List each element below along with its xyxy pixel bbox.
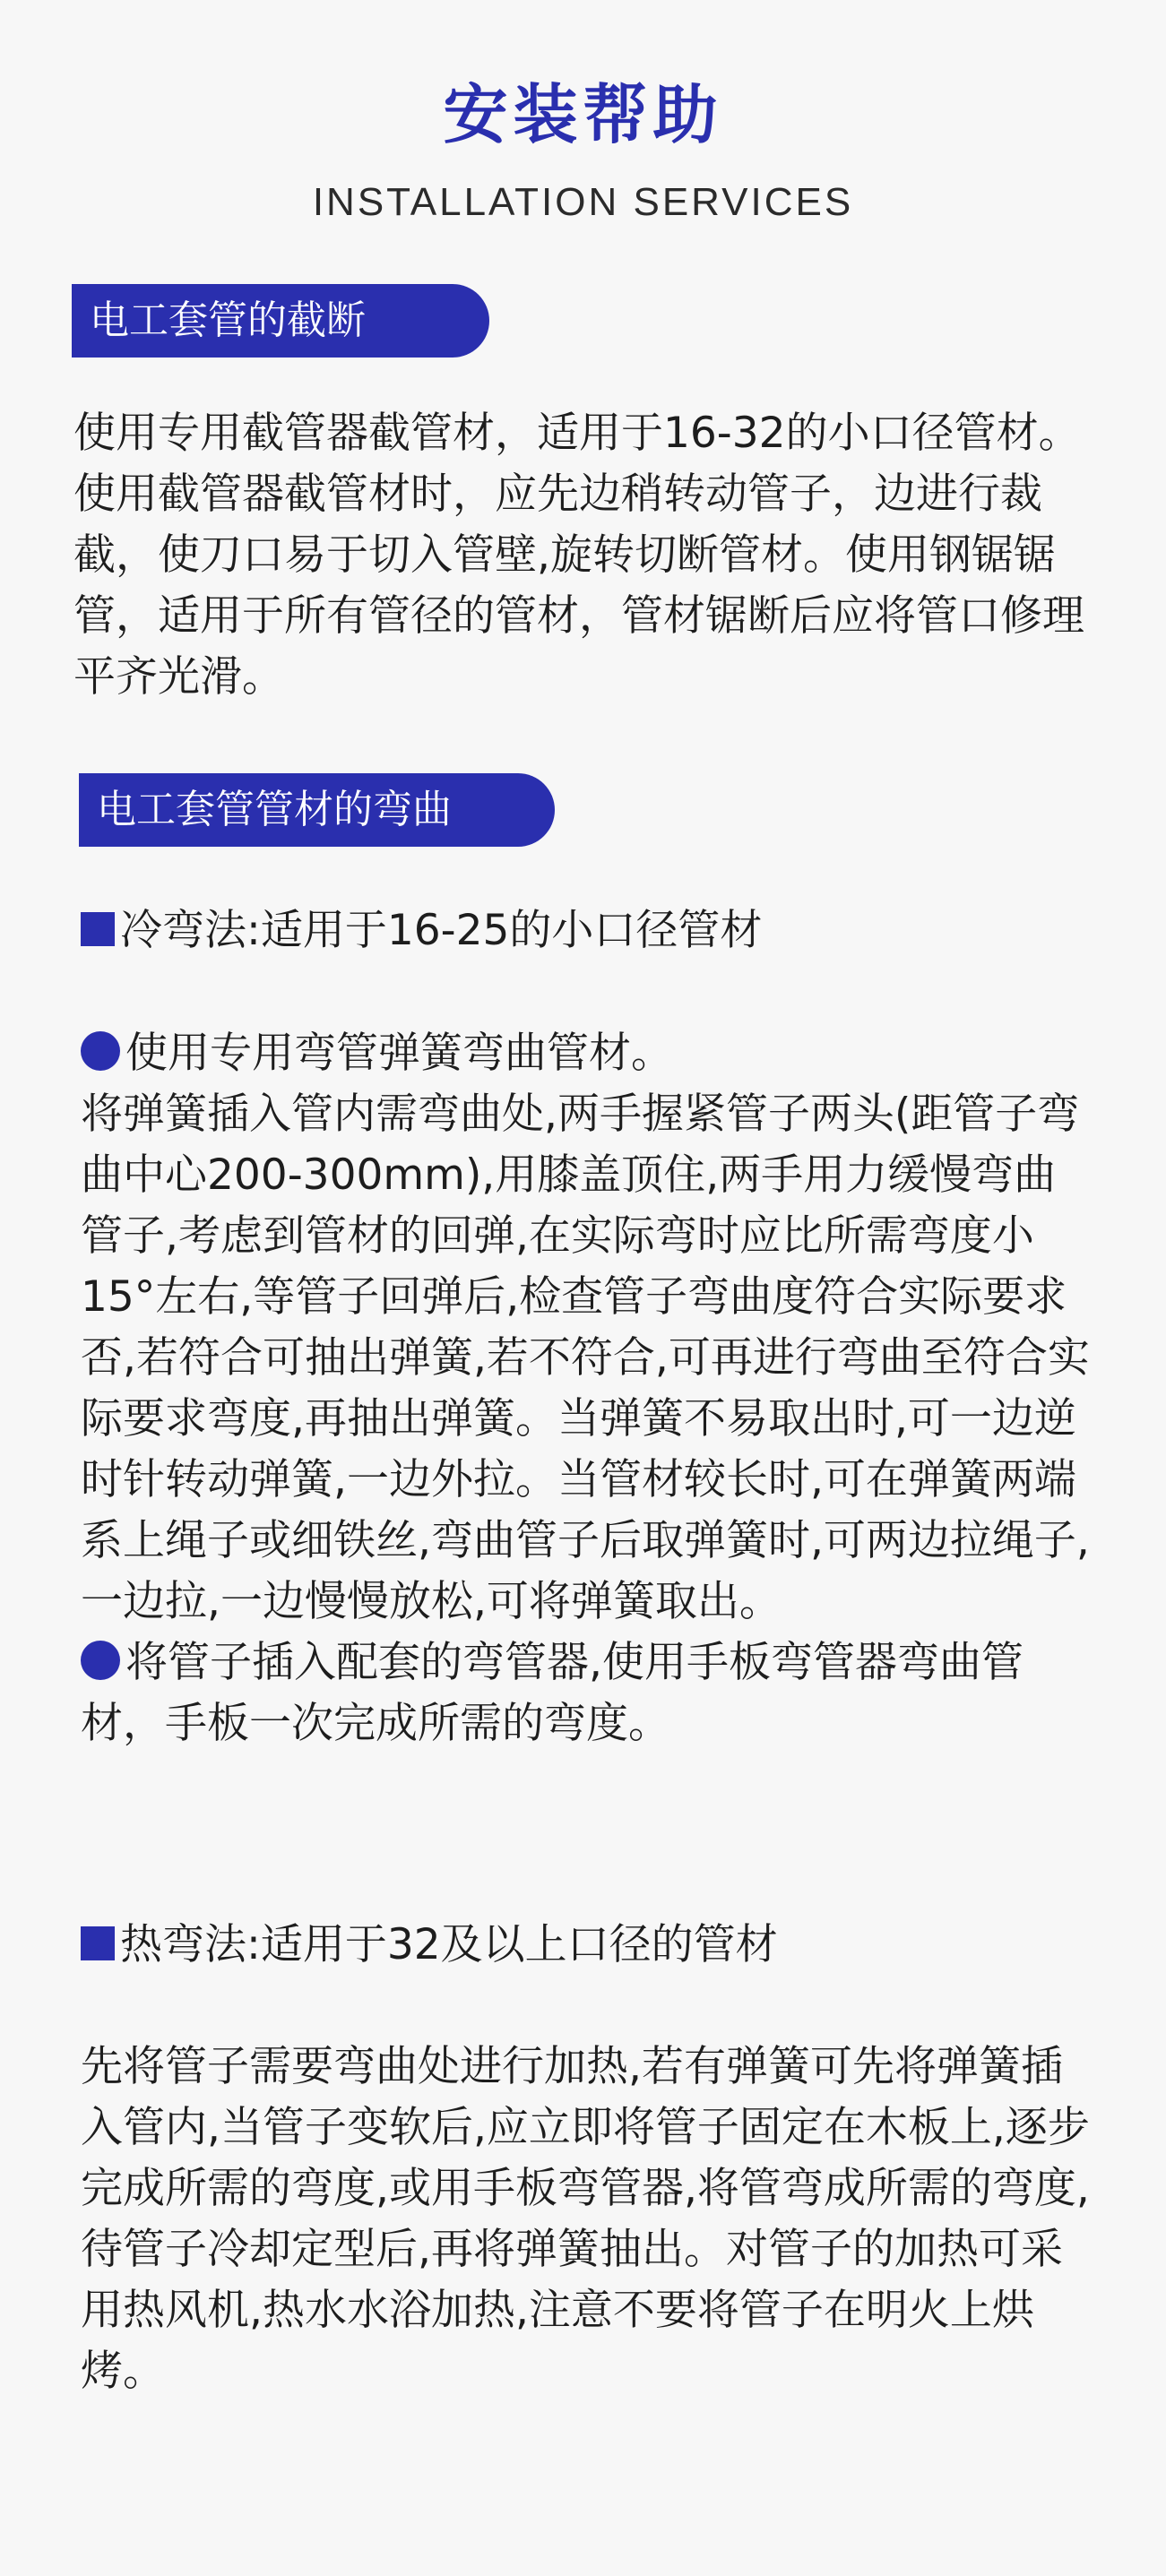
bullet-item-bender: [81, 1633, 1093, 1754]
bullet-dot-icon: [81, 1641, 120, 1680]
bullet-dot-icon: [81, 1031, 120, 1071]
square-marker-icon: [81, 1926, 115, 1960]
hot-bending-heading: [81, 1915, 1093, 1976]
cutting-description: 使用专用截管器截管材，适用于16-32的小口径管材。使用截管器截管材时，应先边稍转动管子，边进行裁截，使刀口易于切入管壁,旋转切断管材。使用钢锯锯管，适用于所有管径的管材，管材锯断后应将管口修理平齐光滑。: [73, 409, 1084, 702]
cold-bending-details: [81, 1023, 1093, 1754]
hot-bending-heading-text: 热弯法:适用于32及以上口径的管材: [120, 1920, 778, 1969]
cold-bending-heading-text: 冷弯法:适用于16-25的小口径管材: [120, 906, 763, 955]
section-tag-bending: 电工套管管材的弯曲: [79, 773, 555, 847]
bullet-item-spring: [81, 1023, 1093, 1084]
hot-bending-description: 先将管子需要弯曲处进行加热,若有弹簧可先将弹簧插入管内,当管子变软后,应立即将管子固定在木板上,逐步完成所需的弯度,或用手板弯管器,将管弯成所需的弯度,待管子冷却定型后,再将弹簧抽出。对管子的加热可采用热风机,热水水浴加热,注意不要将管子在明火上烘烤。: [81, 2042, 1090, 2396]
page-title: 安装帮助: [443, 77, 723, 152]
bullet-spring-text: 将弹簧插入管内需弯曲处,两手握紧管子两头(距管子弯曲中心200-300mm),用膝盖顶住,两手用力缓慢弯曲管子,考虑到管材的回弹,在实际弯时应比所需弯度小15°左右,等管子回弹后,检查管子弯曲度符合实际要求否,若符合可抽出弹簧,若不符合,可再进行弯曲至符合实际要求弯度,再抽出弹簧。当弹簧不易取出时,可一边逆时针转动弹簧,一边外拉。当管材较长时,可在弹簧两端系上绳子或细铁丝,弯曲管子后取弹簧时,可两边拉绳子,一边拉,一边慢慢放松,可将弹簧取出。: [81, 1090, 1090, 1626]
section-tag-cutting: 电工套管的截断: [72, 284, 489, 358]
page-subtitle: INSTALLATION SERVICES: [312, 180, 854, 224]
square-marker-icon: [81, 912, 115, 946]
bullet-bender-text: 将管子插入配套的弯管器,使用手板弯管器弯曲管材，手板一次完成所需的弯度。: [81, 1638, 1023, 1748]
cold-bending-heading: [81, 900, 1093, 961]
bullet-spring-title: 使用专用弯管弹簧弯曲管材。: [125, 1029, 673, 1078]
